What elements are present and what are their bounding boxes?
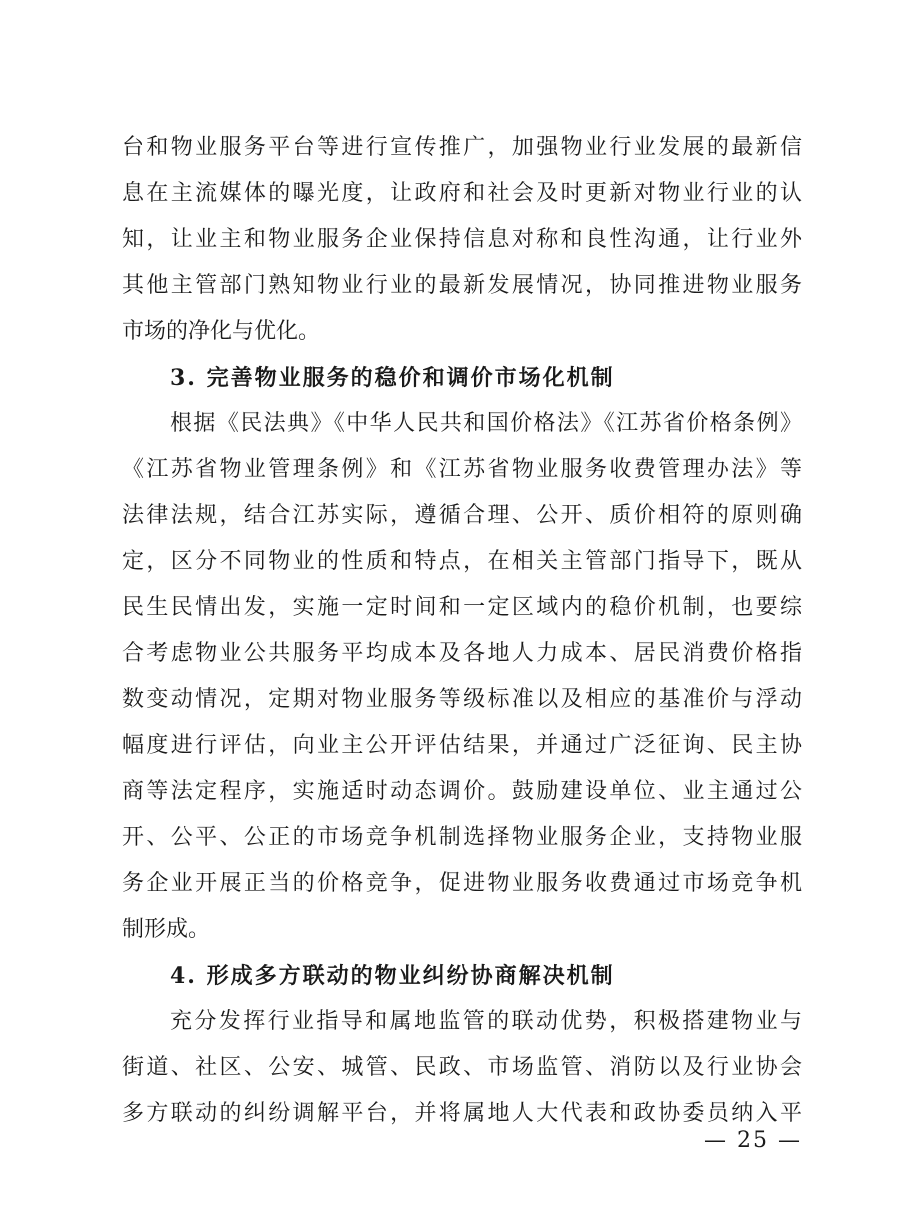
body-text-line: 息在主流媒体的曝光度，让政府和社会及时更新对物业行业的认 <box>122 181 802 206</box>
body-text-line: 幅度进行评估，向业主公开评估结果，并通过广泛征询、民主协 <box>122 733 802 758</box>
body-text-line: 街道、社区、公安、城管、民政、市场监管、消防以及行业协会 <box>122 1055 802 1080</box>
body-text-line: 法律法规，结合江苏实际，遵循合理、公开、质价相符的原则确 <box>122 503 802 528</box>
page-number: — 25 — <box>704 1128 802 1153</box>
body-text-line: 数变动情况，定期对物业服务等级标准以及相应的基准价与浮动 <box>122 687 802 712</box>
body-text-line: 知，让业主和物业服务企业保持信息对称和良性沟通，让行业外 <box>122 227 802 252</box>
body-text-line: 制形成。 <box>122 917 211 942</box>
body-text-line: 务企业开展正当的价格竞争，促进物业服务收费通过市场竞争机 <box>122 871 802 896</box>
body-text-line: 开、公平、公正的市场竞争机制选择物业服务企业，支持物业服 <box>122 825 802 850</box>
body-text-line: 《江苏省物业管理条例》和《江苏省物业服务收费管理办法》等 <box>122 457 802 482</box>
body-text-line: 多方联动的纠纷调解平台，并将属地人大代表和政协委员纳入平 <box>122 1101 802 1126</box>
section-heading-3: 3. 完善物业服务的稳价和调价市场化机制 <box>170 365 615 391</box>
body-text-line: 市场的净化与优化。 <box>122 319 321 344</box>
body-text-line: 民生民情出发，实施一定时间和一定区域内的稳价机制，也要综 <box>122 595 802 620</box>
body-text-line: 合考虑物业公共服务平均成本及各地人力成本、居民消费价格指 <box>122 641 802 666</box>
section-heading-4: 4. 形成多方联动的物业纠纷协商解决机制 <box>170 963 615 989</box>
body-text-line: 充分发挥行业指导和属地监管的联动优势，积极搭建物业与 <box>170 1009 802 1034</box>
body-text-line: 其他主管部门熟知物业行业的最新发展情况，协同推进物业服务 <box>122 273 802 298</box>
body-text-line: 根据《民法典》《中华人民共和国价格法》《江苏省价格条例》 <box>170 411 802 436</box>
body-text-line: 商等法定程序，实施适时动态调价。鼓励建设单位、业主通过公 <box>122 779 802 804</box>
body-text-line: 定，区分不同物业的性质和特点，在相关主管部门指导下，既从 <box>122 549 802 574</box>
body-text-line: 台和物业服务平台等进行宣传推广，加强物业行业发展的最新信 <box>122 135 802 160</box>
